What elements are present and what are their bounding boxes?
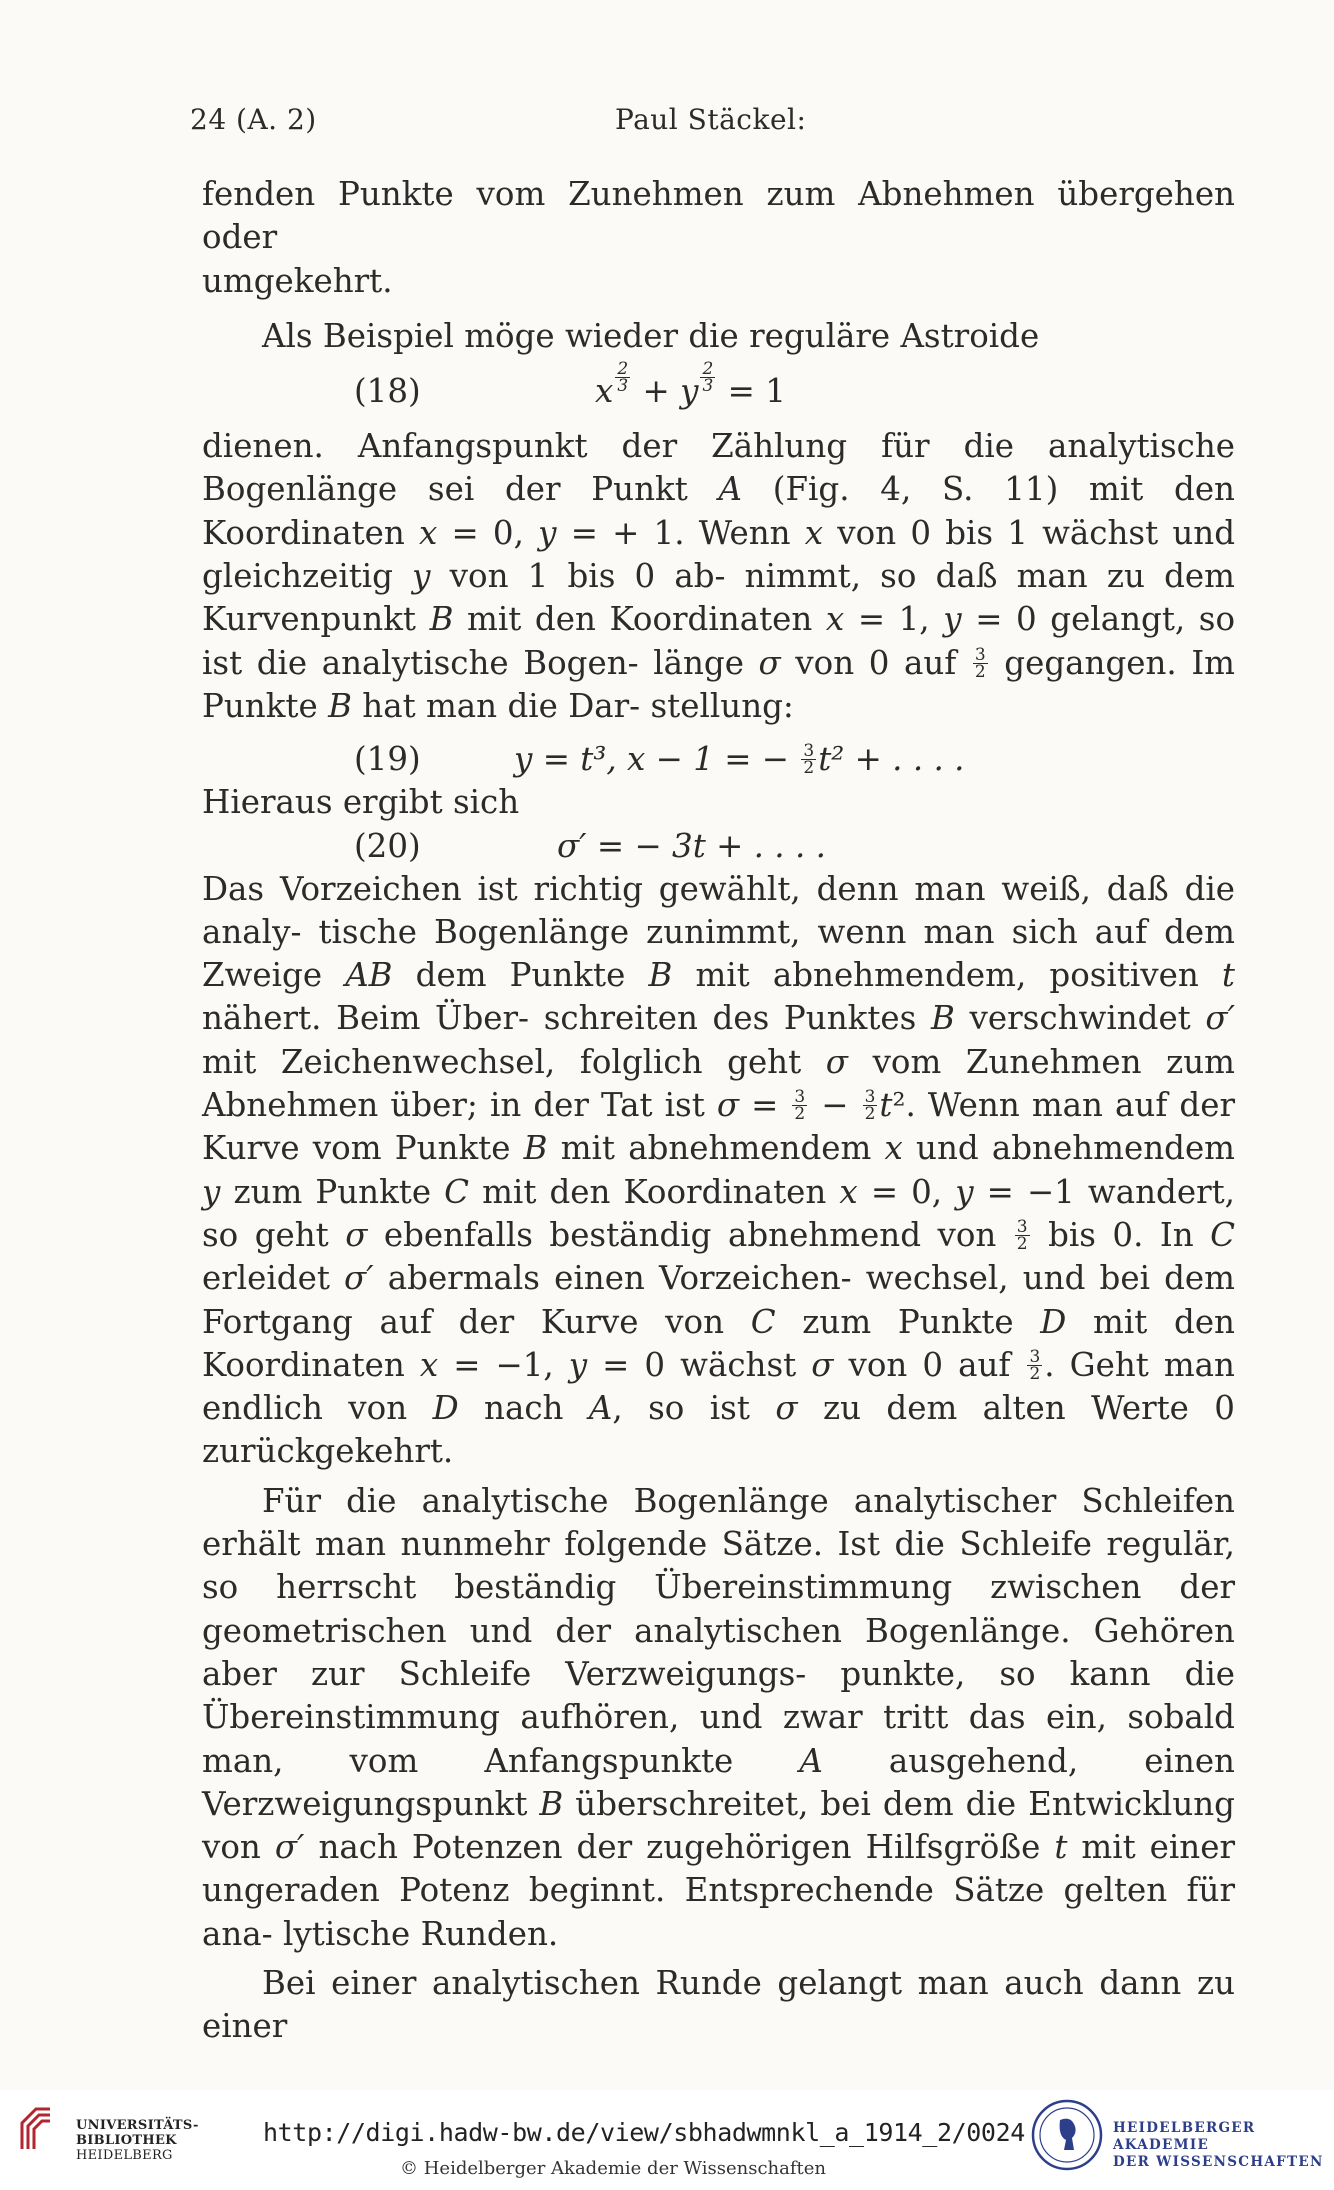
text-line: umgekehrt. [202,261,393,300]
paragraph-2 [202,315,1235,358]
equation-expression: σ′ = − 3t + . . . . [557,826,826,865]
paragraph-5: Das Vorzeichen ist richtig gewählt, denn man weiß, daß die analy- tische Bogenlänge zunimmt, wenn man sich auf dem Zweige AB dem Punkte B mit abnehmendem, positiven t nähert. Beim Über- schreiten des Punktes B verschwindet σ′ mit Zeichenwechsel, folglich geht σ vom Zunehmen zum Abnehmen über; in der Tat ist σ = $\frac{3}{2}$ − $\frac{3}{2}$ t². Wenn man auf der Kurve vom Punkte B mit abnehmendem x und abnehmendem y zum Punkte C mit den Koordinaten x = 0, y = −1 wandert, so geht σ ebenfalls beständig abnehmend von $\frac{3}{2}$ bis 0. In C erleidet σ′ abermals einen Vorzeichen- wechsel, und bei dem Fortgang auf der Kurve von C zum Punkte D mit den Koordinaten x = −1, y = 0 wächst σ von 0 auf $\frac{3}{2}$ . Geht man endlich von D nach A, so ist σ zu dem alten Werte 0 zurückgekehrt. [202,869,1236,1471]
equation-20 [202,825,1235,868]
university-library-name: UNIVERSITÄTS- BIBLIOTHEK HEIDELBERG [76,2118,199,2163]
copyright-notice: © Heidelberger Akademie der Wissenschaften [400,2158,826,2179]
running-author: Paul Stäckel: [615,103,807,136]
equation-expression: x $\frac{2}{3}$ + y $\frac{2}{3}$ = 1 [595,359,786,411]
permalink-url[interactable]: http://digi.hadw-bw.de/view/sbhadwmnkl_a_1914_2/0024 [263,2118,1025,2147]
body-text [202,173,1235,2049]
paragraph-7: Bei einer analytischen Runde gelangt man auch dann zu einer [202,1963,1235,2046]
academy-seal-icon [1030,2098,1104,2172]
paragraph-1 [202,173,1235,303]
equation-18 [202,359,1235,413]
paragraph-6: Für die analytische Bogenlänge analytischer Schleifen erhält man nunmehr folgende Sätze. Ist die Schleife regulär, so herrscht beständig Übereinstimmung zwischen der geometrischen und der analytischen Bogenlänge. Gehören aber zur Schleife Verzweigungs- punkte, so kann die Übereinstimmung aufhören, und zwar tritt das ein, sobald man, vom Anfangspunkte A ausgehend, einen Verzweigungspunkt B überschreitet, bei dem die Entwicklung von σ′ nach Potenzen der zugehörigen Hilfsgröße t mit einer ungeraden Potenz beginnt. Entsprechende Sätze gelten für ana- lytische Runden. [202,1481,1235,1953]
equation-number: (20) [354,826,421,865]
text-line: Als Beispiel möge wieder die reguläre Astroide [262,316,1040,355]
equation-number: (19) [354,740,421,779]
academy-name: HEIDELBERGER AKADEMIE DER WISSENSCHAFTEN [1113,2120,1324,2170]
paragraph-4: Hieraus ergibt sich [202,783,520,822]
text-line: fenden Punkte vom Zunehmen zum Abnehmen übergehen oder [202,175,1235,257]
equation-expression: y = t³, x − 1 = − $\frac{3}{2}$ t² + . . . . [514,740,965,779]
page-number: 24 (A. 2) [190,103,317,136]
equation-number: (18) [354,372,421,411]
equation-19 [202,738,1235,781]
university-library-logo-icon [14,2103,58,2153]
paragraph-3: dienen. Anfangspunkt der Zählung für die analytische Bogenlänge sei der Punkt A (Fig. 4, S. 11) mit den Koordinaten x = 0, y = + 1. Wenn x von 0 bis 1 wächst und gleichzeitig y von 1 bis 0 ab- nimmt, so daß man zu dem Kurvenpunkt B mit den Koordinaten x = 1, y = 0 gelangt, so ist die analytische Bogen- länge σ von 0 auf $\frac{3}{2}$ gegangen. Im Punkte B hat man die Dar- stellung: [202,427,1236,725]
